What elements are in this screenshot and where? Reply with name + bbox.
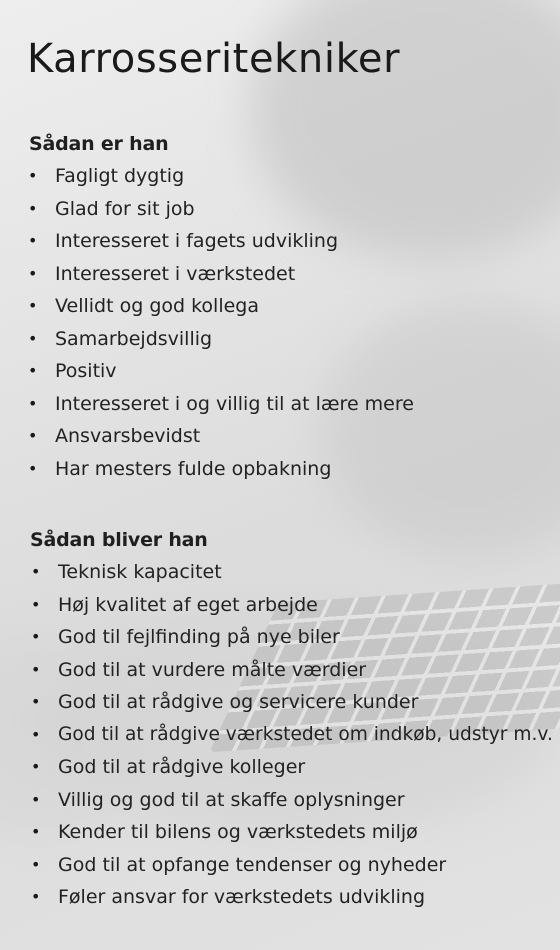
- list-item-text: Interesseret i og villig til at lære mere: [55, 392, 414, 415]
- bullet-icon: •: [31, 757, 41, 776]
- list-item-text: Villig og god til at skaffe oplysninger: [58, 788, 405, 811]
- bullet-icon: •: [31, 692, 41, 711]
- list-item-text: Har mesters fulde opbakning: [55, 457, 332, 480]
- list-item: [0, 589, 560, 622]
- list-item-text: Høj kvalitet af eget arbejde: [58, 593, 318, 616]
- list-item: [0, 258, 560, 291]
- list-item-text: Kender til bilens og værkstedets miljø: [58, 821, 418, 843]
- list-item: [0, 420, 560, 453]
- bullet-icon: •: [31, 627, 41, 646]
- bullet-icon: •: [31, 724, 41, 744]
- list-item: [0, 751, 560, 784]
- list-item-text: Positiv: [55, 360, 117, 382]
- bullet-icon: •: [28, 231, 38, 250]
- list-item: [0, 323, 560, 356]
- list-item-text: God til at rådgive og servicere kunder: [58, 691, 419, 713]
- list-item: [0, 654, 560, 687]
- list-item: [0, 225, 560, 258]
- bullet-list: [0, 556, 560, 914]
- section-saadan-er-han: [0, 128, 560, 485]
- section-heading: Sådan er han: [29, 133, 169, 155]
- list-item: [0, 388, 560, 421]
- page-title: Karrosseritekniker: [27, 36, 401, 82]
- list-item-text: Glad for sit job: [55, 197, 195, 220]
- list-item: [0, 556, 560, 589]
- section-heading: Sådan bliver han: [30, 529, 208, 551]
- list-item: [0, 290, 560, 323]
- bullet-icon: •: [28, 458, 38, 478]
- list-item-text: Interesseret i fagets udvikling: [55, 230, 339, 252]
- section-saadan-bliver-han: [0, 524, 560, 914]
- list-item: [0, 453, 560, 486]
- bullet-list: [0, 160, 560, 485]
- list-item: [0, 160, 560, 193]
- list-item-text: God til at rådgive værkstedet om indkøb, udstyr m.v.: [58, 723, 553, 745]
- list-item-text: God til fejlfinding på nye biler: [58, 626, 340, 648]
- list-item-text: God til at rådgive kolleger: [58, 756, 306, 778]
- list-item-text: God til at vurdere målte værdier: [58, 658, 367, 681]
- list-item: [0, 719, 560, 752]
- list-item-text: Ansvarsbevidst: [55, 425, 201, 447]
- bullet-icon: •: [28, 166, 38, 185]
- list-item-text: Fagligt dygtig: [55, 165, 185, 187]
- bullet-icon: •: [31, 562, 41, 581]
- list-item-text: Vellidt og god kollega: [55, 295, 260, 317]
- bullet-icon: •: [28, 198, 38, 218]
- list-item-text: Interesseret i værkstedet: [55, 262, 296, 285]
- bullet-icon: •: [31, 822, 41, 841]
- bullet-icon: •: [31, 789, 41, 809]
- list-item: [0, 686, 560, 719]
- list-item: [0, 849, 560, 882]
- bullet-icon: •: [31, 887, 41, 906]
- bullet-icon: •: [31, 854, 41, 874]
- list-item-text: Føler ansvar for værkstedets udvikling: [58, 886, 426, 908]
- bullet-icon: •: [28, 328, 38, 348]
- bullet-icon: •: [31, 594, 41, 614]
- list-item-text: God til at opfange tendenser og nyheder: [58, 853, 447, 876]
- list-item-text: Samarbejdsvillig: [55, 327, 213, 350]
- bullet-icon: •: [28, 296, 38, 315]
- list-item: [0, 621, 560, 654]
- bullet-icon: •: [31, 659, 41, 679]
- bullet-icon: •: [28, 393, 38, 413]
- list-item: [0, 355, 560, 388]
- list-item: [0, 881, 560, 914]
- bullet-icon: •: [28, 361, 38, 380]
- list-item: [0, 784, 560, 817]
- bullet-icon: •: [28, 426, 38, 445]
- list-item-text: Teknisk kapacitet: [58, 561, 222, 583]
- bullet-icon: •: [28, 263, 38, 283]
- list-item: [0, 193, 560, 226]
- list-item: [0, 816, 560, 849]
